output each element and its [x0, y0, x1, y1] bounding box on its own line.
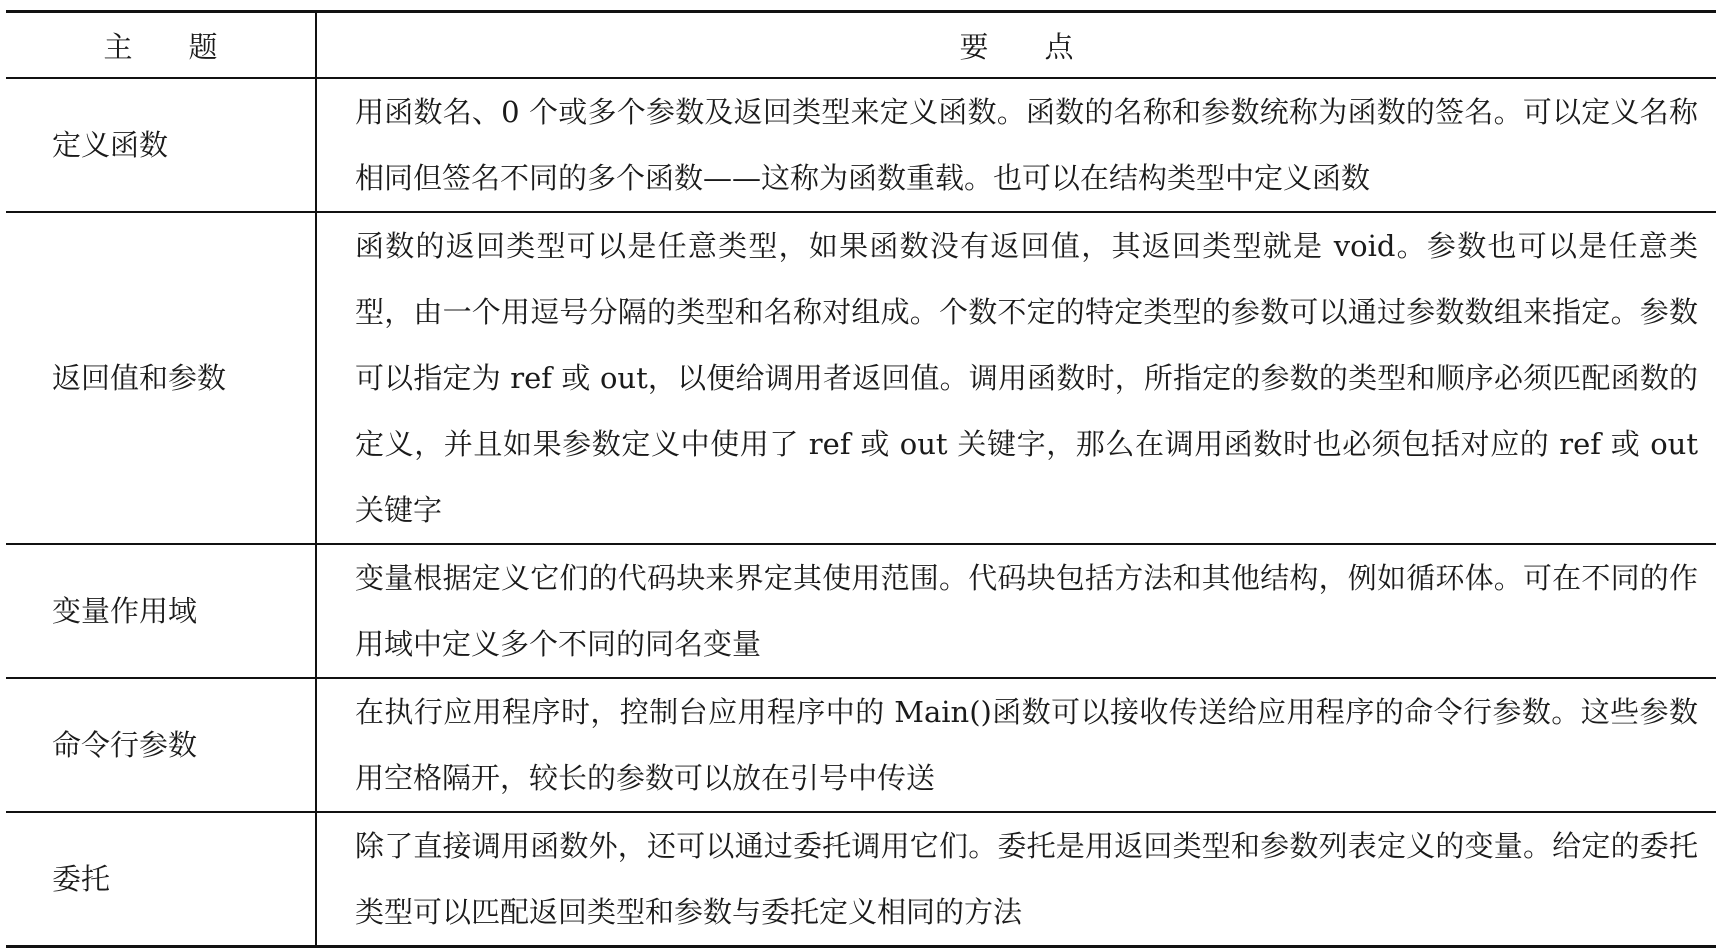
row-topic: 返回值和参数 [6, 212, 316, 544]
row-points: 变量根据定义它们的代码块来界定其使用范围。代码块包括方法和其他结构，例如循环体。可在不同的作用域中定义多个不同的同名变量 [316, 544, 1716, 678]
table-row [6, 212, 1716, 544]
table-row [6, 544, 1716, 678]
table-row [6, 78, 1716, 212]
summary-table [6, 10, 1716, 948]
row-topic: 命令行参数 [6, 678, 316, 812]
header-topic: 主题 [6, 12, 316, 79]
row-points: 函数的返回类型可以是任意类型，如果函数没有返回值，其返回类型就是 void。参数也可以是任意类型，由一个用逗号分隔的类型和名称对组成。个数不定的特定类型的参数可以通过参数数组来指定。参数可以指定为 ref 或 out，以便给调用者返回值。调用函数时，所指定的参数的类型和顺序必须匹配函数的定义，并且如果参数定义中使用了 ref 或 out 关键字，那么在调用函数时也必须包括对应的 ref 或 out 关键字 [316, 212, 1716, 544]
header-row [6, 12, 1716, 79]
row-points: 在执行应用程序时，控制台应用程序中的 Main()函数可以接收传送给应用程序的命令行参数。这些参数用空格隔开，较长的参数可以放在引号中传送 [316, 678, 1716, 812]
row-topic: 委托 [6, 812, 316, 947]
row-topic: 变量作用域 [6, 544, 316, 678]
table-header [6, 12, 1716, 79]
table-body [6, 78, 1716, 947]
row-points: 除了直接调用函数外，还可以通过委托调用它们。委托是用返回类型和参数列表定义的变量。给定的委托类型可以匹配返回类型和参数与委托定义相同的方法 [316, 812, 1716, 947]
table-row [6, 812, 1716, 947]
header-points: 要点 [316, 12, 1716, 79]
table-row [6, 678, 1716, 812]
row-points: 用函数名、0 个或多个参数及返回类型来定义函数。函数的名称和参数统称为函数的签名。可以定义名称相同但签名不同的多个函数——这称为函数重载。也可以在结构类型中定义函数 [316, 78, 1716, 212]
row-topic: 定义函数 [6, 78, 316, 212]
